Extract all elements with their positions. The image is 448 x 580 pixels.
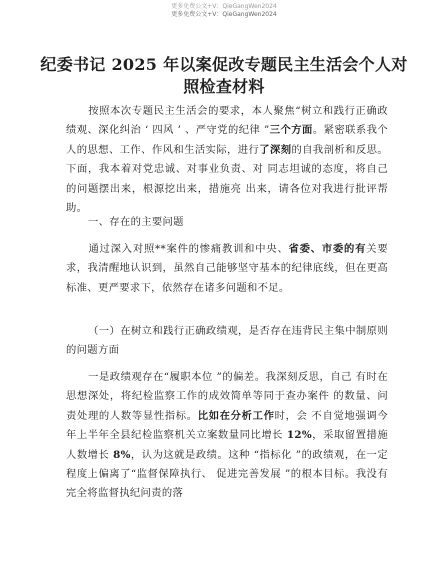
- performance-bold-example: 比如在分析工作: [197, 409, 275, 422]
- reflection-bold: 省委、市委的有: [288, 243, 367, 255]
- performance-bold-12pct: 12%: [286, 429, 313, 442]
- performance-text-a: 一是政绩观存在“履职本位 ”的偏差。我深刻反思，自己 有时在思想深处，将纪检监察工作的成效简单等同于查办案件 的数量、问责处理的人数等显性指标。: [66, 371, 388, 422]
- performance-text-e: ，采取留置措施人数增长: [66, 429, 389, 461]
- document-title: 纪委书记 2025 年以案促改专题民主生活会个人对照检查材料: [40, 55, 408, 96]
- intro-text-e: 的自我剖析和反思。下面，我本着对党忠诚、对事业负责、对 同志坦诚的态度，将自己的问题摆出来，根源挖出来，措施亮 出来，请各位对我进行批评帮助。: [66, 143, 388, 215]
- subsection-heading-text: （一）在树立和践行正确政绩观，是否存在违背民主集中制原则的问题方面: [66, 325, 388, 357]
- performance-text-c: 时，会 不自觉地强调今年上半年全县纪检监察机关立案数量同比增长: [66, 409, 389, 442]
- paragraph-intro: [66, 102, 388, 218]
- intro-text-a: 按照本次专题民主生活会的要求，本人聚焦“树立和践行正确政绩观、深化纠治 ‘ 四风 ’ 、严守党的纪律 ”: [66, 105, 388, 137]
- paragraph-reflection: [66, 240, 388, 298]
- section-heading-problems: [66, 213, 388, 232]
- reflection-text-a: 通过深入对照**案件的惨痛教训和中央、: [88, 243, 289, 255]
- section-heading-text: 一、存在的主要问题: [88, 216, 184, 228]
- performance-bold-8pct: 8%: [113, 448, 131, 461]
- subsection-heading: [66, 322, 388, 361]
- watermark-line-2: 更多免费公文+V：QieGangWen2024: [171, 11, 277, 18]
- reflection-text-c: 关要求，我清醒地认识到，虽然自己能够坚守基本的纪律底线，但在更高标准、更严要求下，依然存在诸多问题和不足。: [66, 243, 388, 294]
- watermark-line-1: 更多免费公文+V：QieGangWen2024: [171, 3, 277, 10]
- performance-text-g: ，认为这就是政绩。这种 “指标化 ”的政绩观，在一定程度上偏离了“监督保障执行、 促进完善发展 ”的根本目标。我没有完全将监督执纪问责的落: [66, 448, 388, 500]
- intro-text-c: 。紧密联系我个人的思想、工作、作风和生活实际，进行: [66, 124, 389, 156]
- intro-bold-three-aspects: 三个方面: [269, 124, 313, 137]
- intro-bold-deep: 了深刻: [259, 143, 292, 156]
- paragraph-performance-view: [66, 368, 388, 504]
